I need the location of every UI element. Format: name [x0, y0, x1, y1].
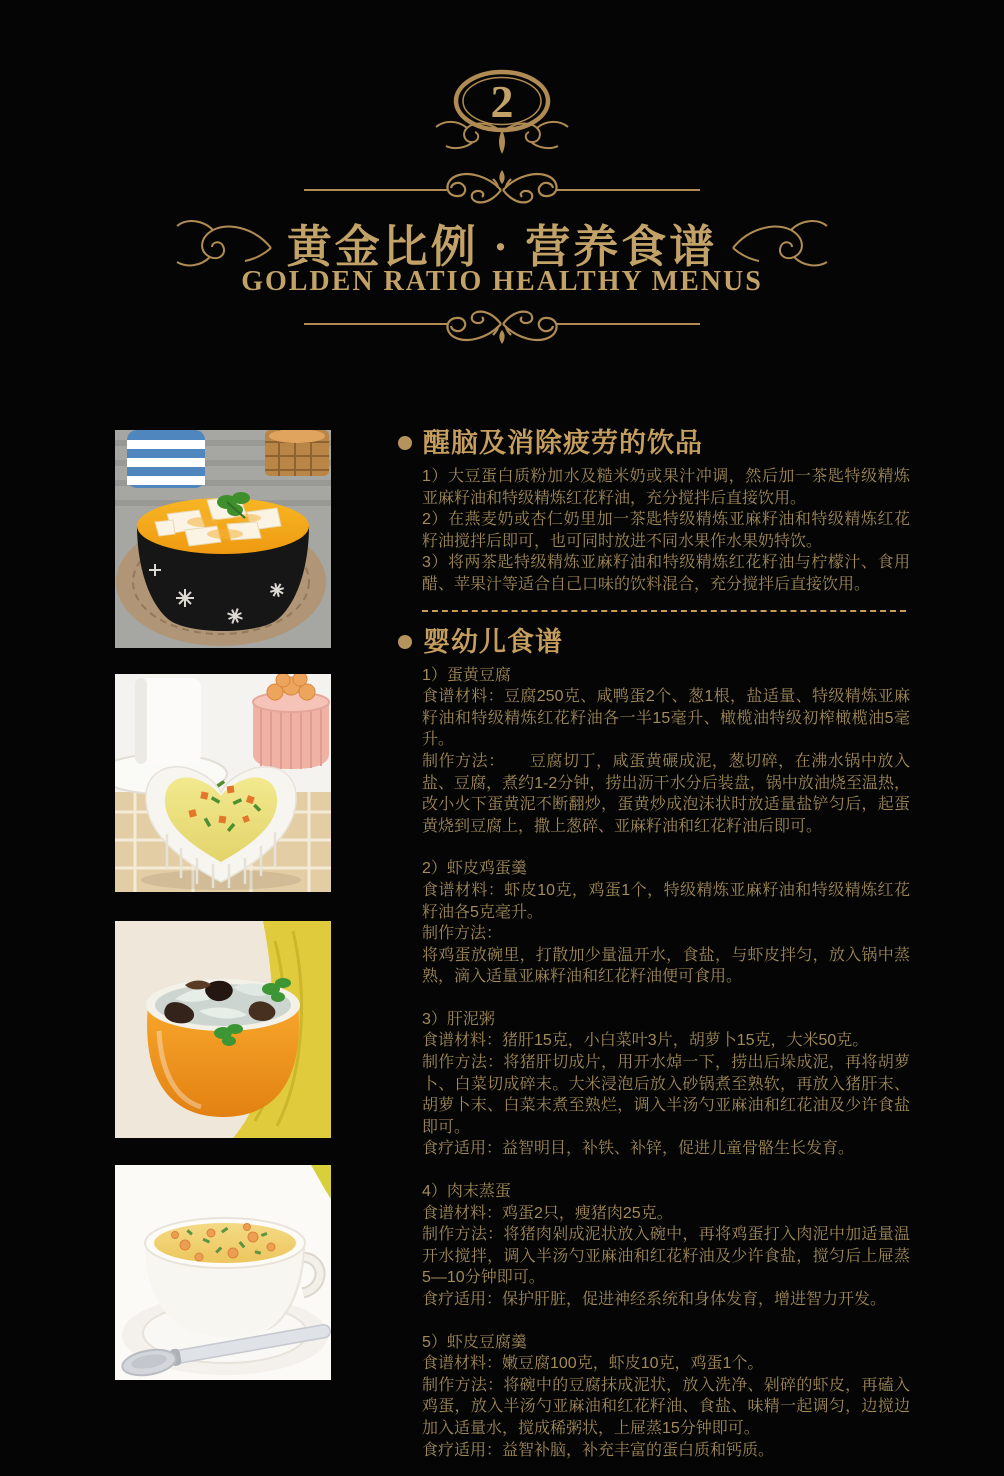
- paragraph: 1）大豆蛋白质粉加水及糙米奶或果汁冲调，然后加一茶匙特级精炼亚麻籽油和特级精炼红花籽油，充分搅拌后直接饮用。: [422, 468, 910, 507]
- recipe-title: 1）蛋黄豆腐: [422, 666, 511, 684]
- recipe-line: 食疗适用：益智补脑，补充丰富的蛋白质和钙质。: [422, 1441, 775, 1459]
- header-divider-bottom: [302, 302, 702, 348]
- recipe-shrimp-tofu-soup: [422, 1332, 910, 1462]
- recipe-line: 制作方法： 豆腐切丁，咸蛋黄碾成泥，葱切碎，在沸水锅中放入盐、豆腐，煮约1-2分钟，捞出沥干水分后装盘，锅中放油烧至温热，改小火下蛋黄泥不断翻炒，蛋黄炒成泡沫状时放适量盐铲匀后，起蛋黄烧到豆腐上，撒上葱碎、亚麻籽油和红花籽油后即可。: [422, 752, 910, 835]
- recipe-line: 将鸡蛋放碗里，打散加少量温开水，食盐，与虾皮拌匀，放入锅中蒸熟，滴入适量亚麻籽油和红花籽油便可食用。: [422, 946, 910, 986]
- recipe-line: 食疗适用：益智明目，补铁、补锌，促进儿童骨骼生长发育。: [422, 1140, 855, 1158]
- recipe-title: 5）虾皮豆腐羹: [422, 1333, 527, 1351]
- paragraph: 3）将两茶匙特级精炼亚麻籽油和特级精炼红花籽油与柠檬汁、食用醋、苹果汁等适合自己口味的饮料混合，充分搅拌后直接饮用。: [422, 554, 910, 593]
- divider-swirl-icon: [302, 302, 702, 348]
- title-flourish-left-icon: [173, 214, 273, 272]
- chapter-badge: [430, 68, 574, 168]
- page-subtitle: GOLDEN RATIO HEALTHY MENUS: [241, 266, 763, 297]
- recipe-line: 食谱材料：猪肝15克，小白菜叶3片，胡萝卜15克，大米50克。: [422, 1032, 869, 1050]
- bullet-icon: [398, 635, 412, 649]
- liver-vegetable-soup-photo: [115, 921, 331, 1138]
- section-infant: [398, 627, 912, 1462]
- shrimp-tofu-congee-photo: [115, 1165, 331, 1380]
- recipe-title: 4）肉末蒸蛋: [422, 1183, 511, 1201]
- egg-yolk-tofu-soup-photo: [115, 430, 331, 648]
- section-heading: 婴幼儿食谱: [423, 626, 563, 657]
- recipe-shrimp-egg-custard: [422, 858, 910, 988]
- steamed-egg-custard-photo: [115, 674, 331, 892]
- recipe-line: 食谱材料：虾皮10克，鸡蛋1个，特级精炼亚麻籽油和特级精炼红花籽油各5克毫升。: [422, 881, 910, 921]
- recipe-title: 3）肝泥粥: [422, 1010, 495, 1028]
- recipe-line: 食疗适用：保护肝脏，促进神经系统和身体发育，增进智力开发。: [422, 1291, 887, 1308]
- bullet-icon: [398, 436, 412, 450]
- recipe-line: 制作方法：将猪肉剁成泥状放入碗中，再将鸡蛋打入肉泥中加适量温开水搅拌，调入半汤勺亚麻油和红花籽油及少许食盐，搅匀后上屉蒸5—10分钟即可。: [422, 1226, 910, 1287]
- recipe-line: 食谱材料：豆腐250克、咸鸭蛋2个、葱1根，盐适量、特级精炼亚麻籽油和特级精炼红花籽油各一半15毫升、橄榄油特级初榨橄榄油5毫升。: [422, 688, 910, 749]
- section-heading: 醒脑及消除疲劳的饮品: [423, 428, 703, 458]
- white-mug: [135, 678, 201, 764]
- section-infant-heading-row: [398, 627, 912, 657]
- striped-cup: [127, 430, 205, 488]
- recipe-line: 制作方法：将猪肝切成片，用开水焯一下，捞出后垛成泥，再将胡萝卜、白菜切成碎末。大米浸泡后放入砂锅煮至熟软，再放入猪肝末、胡萝卜末、白菜末煮至熟烂，调入半汤勺亚麻油和红花油及少许食盐即可。: [422, 1054, 910, 1136]
- paragraph: 2）在燕麦奶或杏仁奶里加一茶匙特级精炼亚麻籽油和特级精炼红花籽油搅拌后即可，也可同时放进不同水果作水果奶特饮。: [422, 511, 910, 550]
- recipe-liver-congee: [422, 1009, 910, 1160]
- recipe-egg-yolk-tofu: [422, 665, 910, 838]
- text-column: [398, 428, 912, 1461]
- divider-swirl-icon: [302, 166, 702, 212]
- chapter-number: 2: [490, 76, 514, 127]
- section-drinks: [398, 428, 912, 612]
- chapter-badge-ornament-icon: [430, 68, 574, 168]
- title-flourish-right-icon: [731, 214, 831, 272]
- dashed-divider: [422, 610, 906, 612]
- basket: [265, 430, 329, 476]
- recipe-line: 食谱材料：嫩豆腐100克，虾皮10克，鸡蛋1个。: [422, 1355, 764, 1373]
- recipe-minced-pork-steamed-egg: [422, 1181, 910, 1311]
- recipe-line: 食谱材料：鸡蛋2只，瘦猪肉25克。: [422, 1204, 673, 1222]
- recipe-line: 制作方法：将碗中的豆腐抹成泥状，放入洗净、剁碎的虾皮，再磕入鸡蛋，放入半汤勺亚麻油和红花籽油、食盐、味精一起调匀，边搅边加入适量水，搅成稀粥状，上屉蒸15分钟即可。: [422, 1376, 910, 1437]
- section-drinks-heading-row: [398, 428, 912, 458]
- section-infant-body: [398, 665, 910, 1462]
- recipe-line: 制作方法：: [422, 925, 503, 943]
- page-title: 黄金比例 · 营养食谱: [286, 222, 718, 272]
- section-drinks-body: [398, 466, 910, 596]
- header-divider-top: [302, 166, 702, 212]
- recipe-title: 2）虾皮鸡蛋羹: [422, 860, 527, 878]
